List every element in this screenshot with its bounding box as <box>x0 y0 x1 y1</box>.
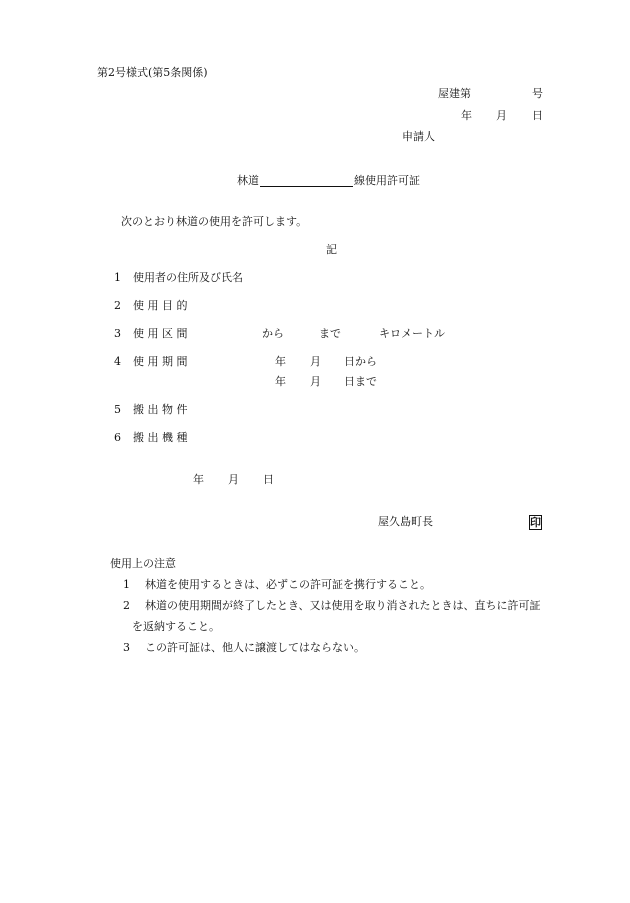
date-month: 月 <box>228 473 239 486</box>
permit-number-prefix: 屋建第 <box>438 87 471 100</box>
note-text: この許可証は、他人に譲渡してはならない。 <box>145 641 365 654</box>
header-month: 月 <box>496 109 507 122</box>
ki-label: 記 <box>326 243 337 256</box>
period-end-month: 月 <box>310 375 321 388</box>
note-text: 林道の使用期間が終了したとき、又は使用を取り消されたときは、直ちに許可証 <box>145 599 541 612</box>
date-day: 日 <box>263 473 274 486</box>
item-number: 2 <box>114 299 121 312</box>
note-text-continued: を返納すること。 <box>132 620 220 633</box>
route-name-blank <box>260 172 353 187</box>
item-number: 3 <box>114 327 121 340</box>
item-number: 6 <box>114 431 121 444</box>
item-label-period: 使 用 期 間 <box>133 355 188 368</box>
header-day: 日 <box>532 109 543 122</box>
period-start-month: 月 <box>310 355 321 368</box>
item-label-cargo: 搬 出 物 件 <box>133 403 188 416</box>
intro-text: 次のとおり林道の使用を許可します。 <box>121 215 308 228</box>
section-unit: キロメートル <box>379 327 445 340</box>
item-label-purpose: 使 用 目 的 <box>133 299 188 312</box>
item-label-user: 使用者の住所及び氏名 <box>133 271 243 284</box>
header-year: 年 <box>461 109 472 122</box>
period-start-year: 年 <box>275 355 286 368</box>
permit-number-suffix: 号 <box>532 87 543 100</box>
item-label-section: 使 用 区 間 <box>133 327 188 340</box>
signer-title: 屋久島町長 <box>378 515 433 528</box>
date-year: 年 <box>193 473 204 486</box>
period-end-day: 日まで <box>344 375 377 388</box>
note-number: 1 <box>123 578 130 591</box>
form-label: 第2号様式(第5条関係) <box>97 66 208 79</box>
section-to: まで <box>319 327 341 340</box>
title-suffix: 線使用許可証 <box>354 174 420 187</box>
note-number: 2 <box>123 599 130 612</box>
seal-mark: 印 <box>530 516 541 529</box>
note-text: 林道を使用するときは、必ずこの許可証を携行すること。 <box>145 578 431 591</box>
item-number: 1 <box>114 271 121 284</box>
notes-heading: 使用上の注意 <box>110 557 176 570</box>
item-number: 4 <box>114 355 121 368</box>
item-number: 5 <box>114 403 121 416</box>
period-end-year: 年 <box>275 375 286 388</box>
applicant-label: 申請人 <box>402 130 435 143</box>
note-number: 3 <box>123 641 130 654</box>
period-start-day: 日から <box>344 355 377 368</box>
section-from: から <box>262 327 284 340</box>
title-prefix: 林道 <box>237 174 259 187</box>
item-label-machine: 搬 出 機 種 <box>133 431 188 444</box>
